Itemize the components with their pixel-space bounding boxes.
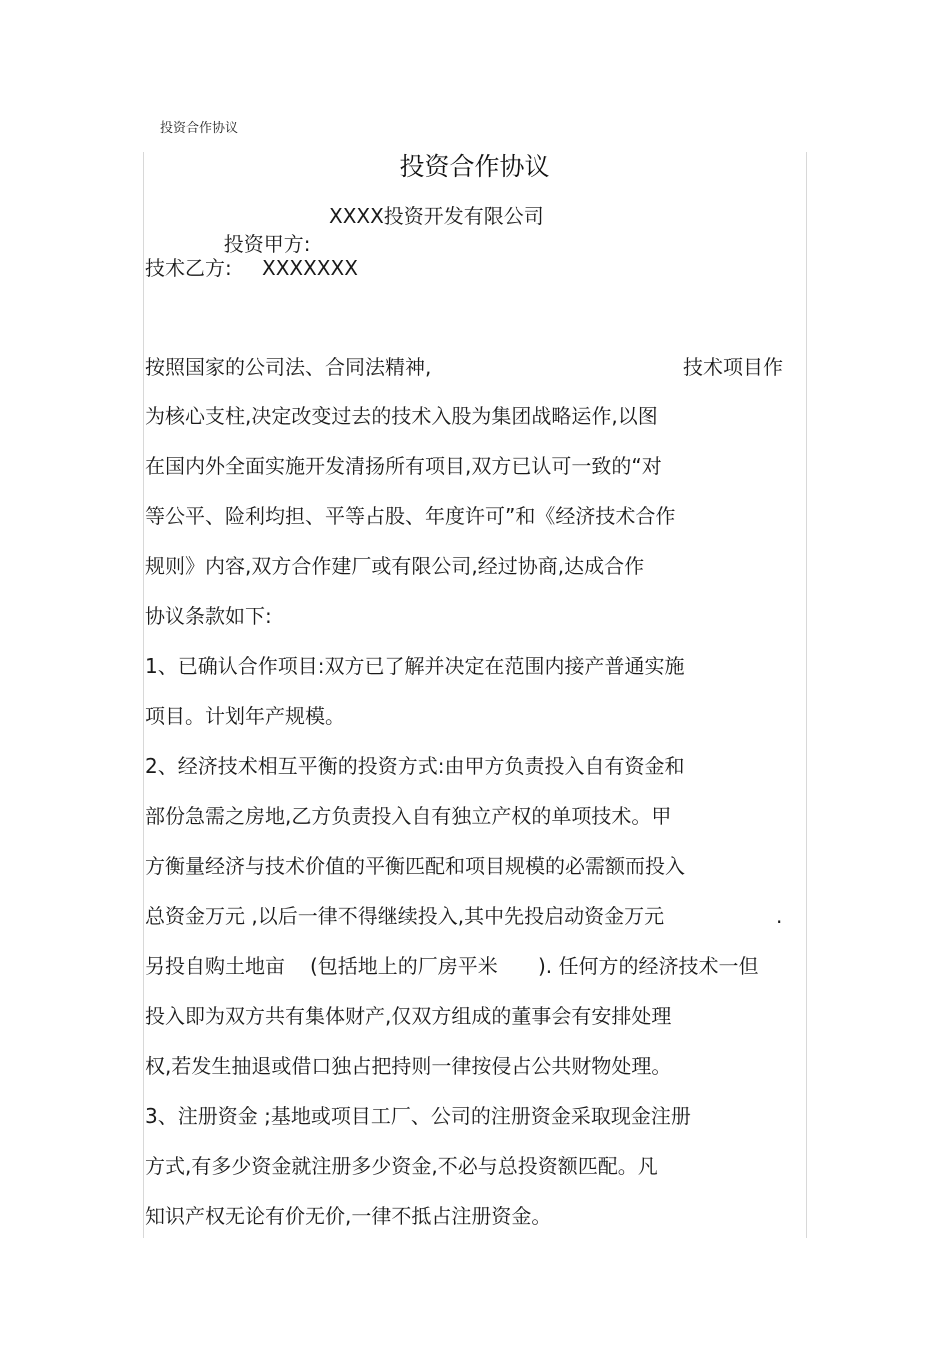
party-a-line: [211, 202, 310, 258]
party-a-value: XXXX投资开发有限公司: [329, 204, 544, 228]
clause-2-line-4-left: 总资金万元 ,以后一律不得继续投入,其中先投启动资金万元: [145, 904, 665, 928]
frame-right-rule: [806, 152, 807, 1238]
clause-1-line-1: 1、已确认合作项目:双方已了解并决定在范围内接产普通实施: [145, 654, 685, 678]
clause-2-line-3: 方衡量经济与技术价值的平衡匹配和项目规模的必需额而投入: [145, 854, 685, 878]
clause-1-line-2: 项目。计划年产规模。: [145, 704, 345, 728]
party-b-label: 技术乙方:: [145, 256, 232, 280]
body-line-3: 在国内外全面实施开发清扬所有项目,双方已认可一致的“对: [145, 454, 662, 478]
clause-2-line-5-left: 另投自购土地亩: [145, 954, 285, 978]
running-header: 投资合作协议: [160, 121, 239, 136]
body-line-4: 等公平、险利均担、平等占股、年度许可”和《经济技术合作: [145, 504, 676, 528]
clause-3-line-2: 方式,有多少资金就注册多少资金,不必与总投资额匹配。凡: [145, 1154, 658, 1178]
body-line-6: 协议条款如下:: [145, 604, 272, 628]
clause-3-line-1: 3、注册资金 ;基地或项目工厂、公司的注册资金采取现金注册: [145, 1104, 691, 1128]
body-line-2: 为核心支柱,决定改变过去的技术入股为集团战略运作,以图: [145, 404, 658, 428]
body-line-1-left: 按照国家的公司法、合同法精神,: [145, 355, 432, 379]
document-title: 投资合作协议: [399, 152, 550, 181]
body-line-1-right: 技术项目作: [683, 355, 783, 379]
clause-2-line-7: 权,若发生抽退或借口独占把持则一律按侵占公共财物处理。: [145, 1054, 672, 1078]
clause-2-line-6: 投入即为双方共有集体财产,仅双方组成的董事会有安排处理: [145, 1004, 672, 1028]
clause-2-line-4-right: .: [776, 904, 783, 928]
clause-2-line-2: 部份急需之房地,乙方负责投入自有独立产权的单项技术。甲: [145, 804, 672, 828]
clause-2-line-5-right: ). 任何方的经济技术一但: [538, 954, 759, 978]
body-line-5: 规则》内容,双方合作建厂或有限公司,经过协商,达成合作: [145, 554, 645, 578]
clause-2-line-1: 2、经济技术相互平衡的投资方式:由甲方负责投入自有资金和: [145, 754, 685, 778]
party-a-label: 投资甲方:: [223, 232, 311, 256]
frame-left-rule: [143, 152, 144, 1238]
clause-3-line-3: 知识产权无论有价无价,一律不抵占注册资金。: [145, 1204, 552, 1228]
party-b-value: XXXXXXX: [262, 256, 358, 280]
clause-2-line-5-mid: (包括地上的厂房平米: [310, 954, 498, 978]
